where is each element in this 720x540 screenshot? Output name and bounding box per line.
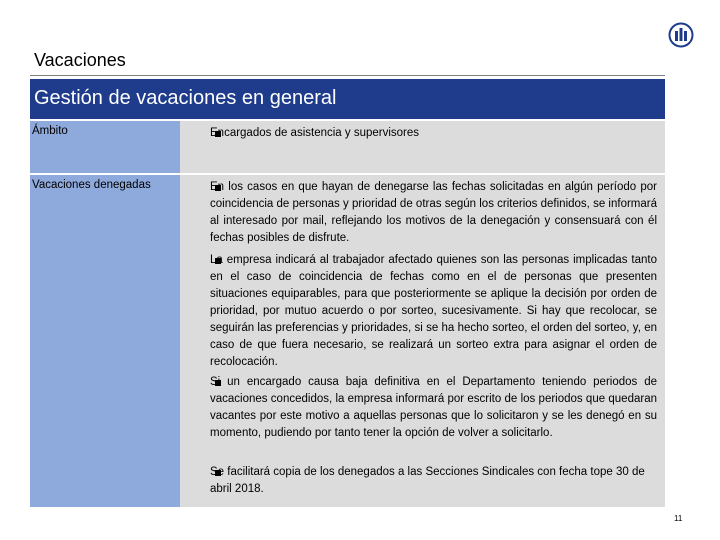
- list-item-text: La empresa indicará al trabajador afectado quienes son las personas implicadas tanto en el caso de coincidencia de fechas como en el de personas que presenten situaciones equiparables, para que posteriormente se aplique la decisión por orden de prioridad, por mutuo acuerdo o por sorteo, sucesivamente. Si hay que recolocar, se seguirán las preferencias y prioridades, si se ha hecho sorteo, el orden del sorteo, y, en caso de que fuera necesario, se realizará un sorteo extra para asignar el orden de recolocación.: [210, 254, 657, 368]
- title-divider: [30, 75, 665, 76]
- row-label-cell: [30, 121, 180, 173]
- row-body-cell: [180, 121, 665, 173]
- page-number: 11: [674, 514, 683, 523]
- row-label-cell: [30, 175, 180, 507]
- header-title: Gestión de vacaciones en general: [34, 87, 337, 109]
- list-item-text: Se facilitará copia de los denegados a las Secciones Sindicales con fecha tope 30 de abril 2018.: [210, 466, 645, 495]
- list-item-text: En los casos en que hayan de denegarse las fechas solicitadas en algún período por coincidencia de personas y prioridad de otras según los criterios definidos, se informará al interesado por mail, reflejando los motivos de la denegación y consensuará con él fechas posibles de disfrute.: [210, 181, 657, 244]
- list-item-text: Encargados de asistencia y supervisores: [210, 127, 420, 139]
- table-row-ambito: [30, 121, 665, 173]
- allianz-logo-icon: [668, 22, 694, 48]
- list-item-text: Si un encargado causa baja definitiva en el Departamento teniendo periodos de vacaciones concedidos, la empresa informará por escrito de los periodos que quedaran vacantes por este motivo a aquellas personas que lo solicitaron y se les denegó en su momento, pudiendo por tanto tener la opción de volver a solicitarlo.: [210, 376, 657, 439]
- row-label: Vacaciones denegadas: [32, 179, 151, 191]
- section-title: Vacaciones: [34, 50, 126, 70]
- table-row-vacaciones-denegadas: [30, 175, 665, 507]
- row-body-cell: [180, 175, 665, 507]
- header-bar: [30, 79, 665, 119]
- row-label: Ámbito: [32, 125, 68, 137]
